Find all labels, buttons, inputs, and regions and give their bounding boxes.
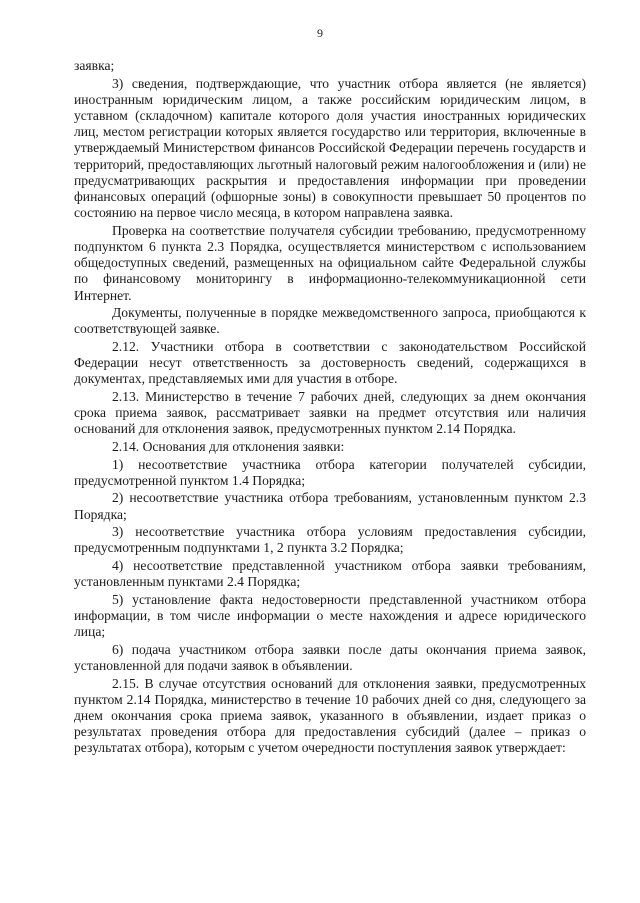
rejection-reason-3: 3) несоответствие участника отбора условиям предоставления субсидии, предусмотренным подпунктами 1, 2 пункта 3.2 Порядка; xyxy=(74,524,586,556)
paragraph-2-13: 2.13. Министерство в течение 7 рабочих дней, следующих за днем окончания срока приема заявок, рассматривает заявки на предмет отсутствия или наличия оснований для отклонения заявок, предусмотренных пунктом 2.14 Порядка. xyxy=(74,389,586,437)
page-number: 9 xyxy=(317,26,323,40)
document-body xyxy=(74,58,586,758)
rejection-reason-6: 6) подача участником отбора заявки после даты окончания приема заявок, установленной для подачи заявок в объявлении. xyxy=(74,641,586,673)
paragraph-verification: Проверка на соответствие получателя субсидии требованию, предусмотренному подпунктом 6 пункта 2.3 Порядка, осуществляется министерством с использованием общедоступных сведений, размещенных на официальном сайте Федеральной службы по финансовому мониторингу в информационно-телекоммуникационной сети Интернет. xyxy=(74,222,586,303)
paragraph-continuation: заявка; xyxy=(74,58,115,73)
paragraph-2-12: 2.12. Участники отбора в соответствии с законодательством Российской Федерации несут ответственность за достоверность сведений, содержащихся в документах, представляемых ими для участия в отборе. xyxy=(74,339,586,387)
rejection-reason-1: 1) несоответствие участника отбора категории получателей субсидии, предусмотренной пунктом 1.4 Порядка; xyxy=(74,456,586,488)
rejection-reason-4: 4) несоответствие представленной участником отбора заявки требованиям, установленным пунктами 2.4 Порядка; xyxy=(74,558,586,590)
rejection-reason-2: 2) несоответствие участника отбора требованиям, установленным пунктом 2.3 Порядка; xyxy=(74,490,586,522)
paragraph-2-14-heading: 2.14. Основания для отклонения заявки: xyxy=(112,439,345,455)
paragraph-2-15: 2.15. В случае отсутствия оснований для отклонения заявки, предусмотренных пунктом 2.14 Порядка, министерство в течение 10 рабочих дней со дня, следующего за днем окончания срока приема заявок, указанного в объявлении, издает приказ о результатах проведения отбора для предоставления субсидий (далее – приказ о результатах отбора), которым с учетом очередности поступления заявок утверждает: xyxy=(74,675,586,756)
paragraph-interagency-documents: Документы, полученные в порядке межведомственного запроса, приобщаются к соответствующей заявке. xyxy=(74,305,586,337)
paragraph-item-3-offshore-info: 3) сведения, подтверждающие, что участник отбора является (не является) иностранным юридическим лицом, а также российским юридическим лицом, в уставном (складочном) капитале которого доля участия иностранных юридических лиц, местом регистрации которых является государство или территория, включенные в утверждаемый Министерством финансов Российской Федерации перечень государств и территорий, предоставляющих льготный налоговый режим налогообложения и (или) не предусматривающих раскрытия и предоставления информации при проведении финансовых операций (офшорные зоны) в совокупности превышает 50 процентов по состоянию на первое число месяца, в котором направлена заявка. xyxy=(74,75,586,221)
rejection-reason-5: 5) установление факта недостоверности представленной участником отбора информации, в том числе информации о месте нахождения и адресе юридического лица; xyxy=(74,591,586,640)
